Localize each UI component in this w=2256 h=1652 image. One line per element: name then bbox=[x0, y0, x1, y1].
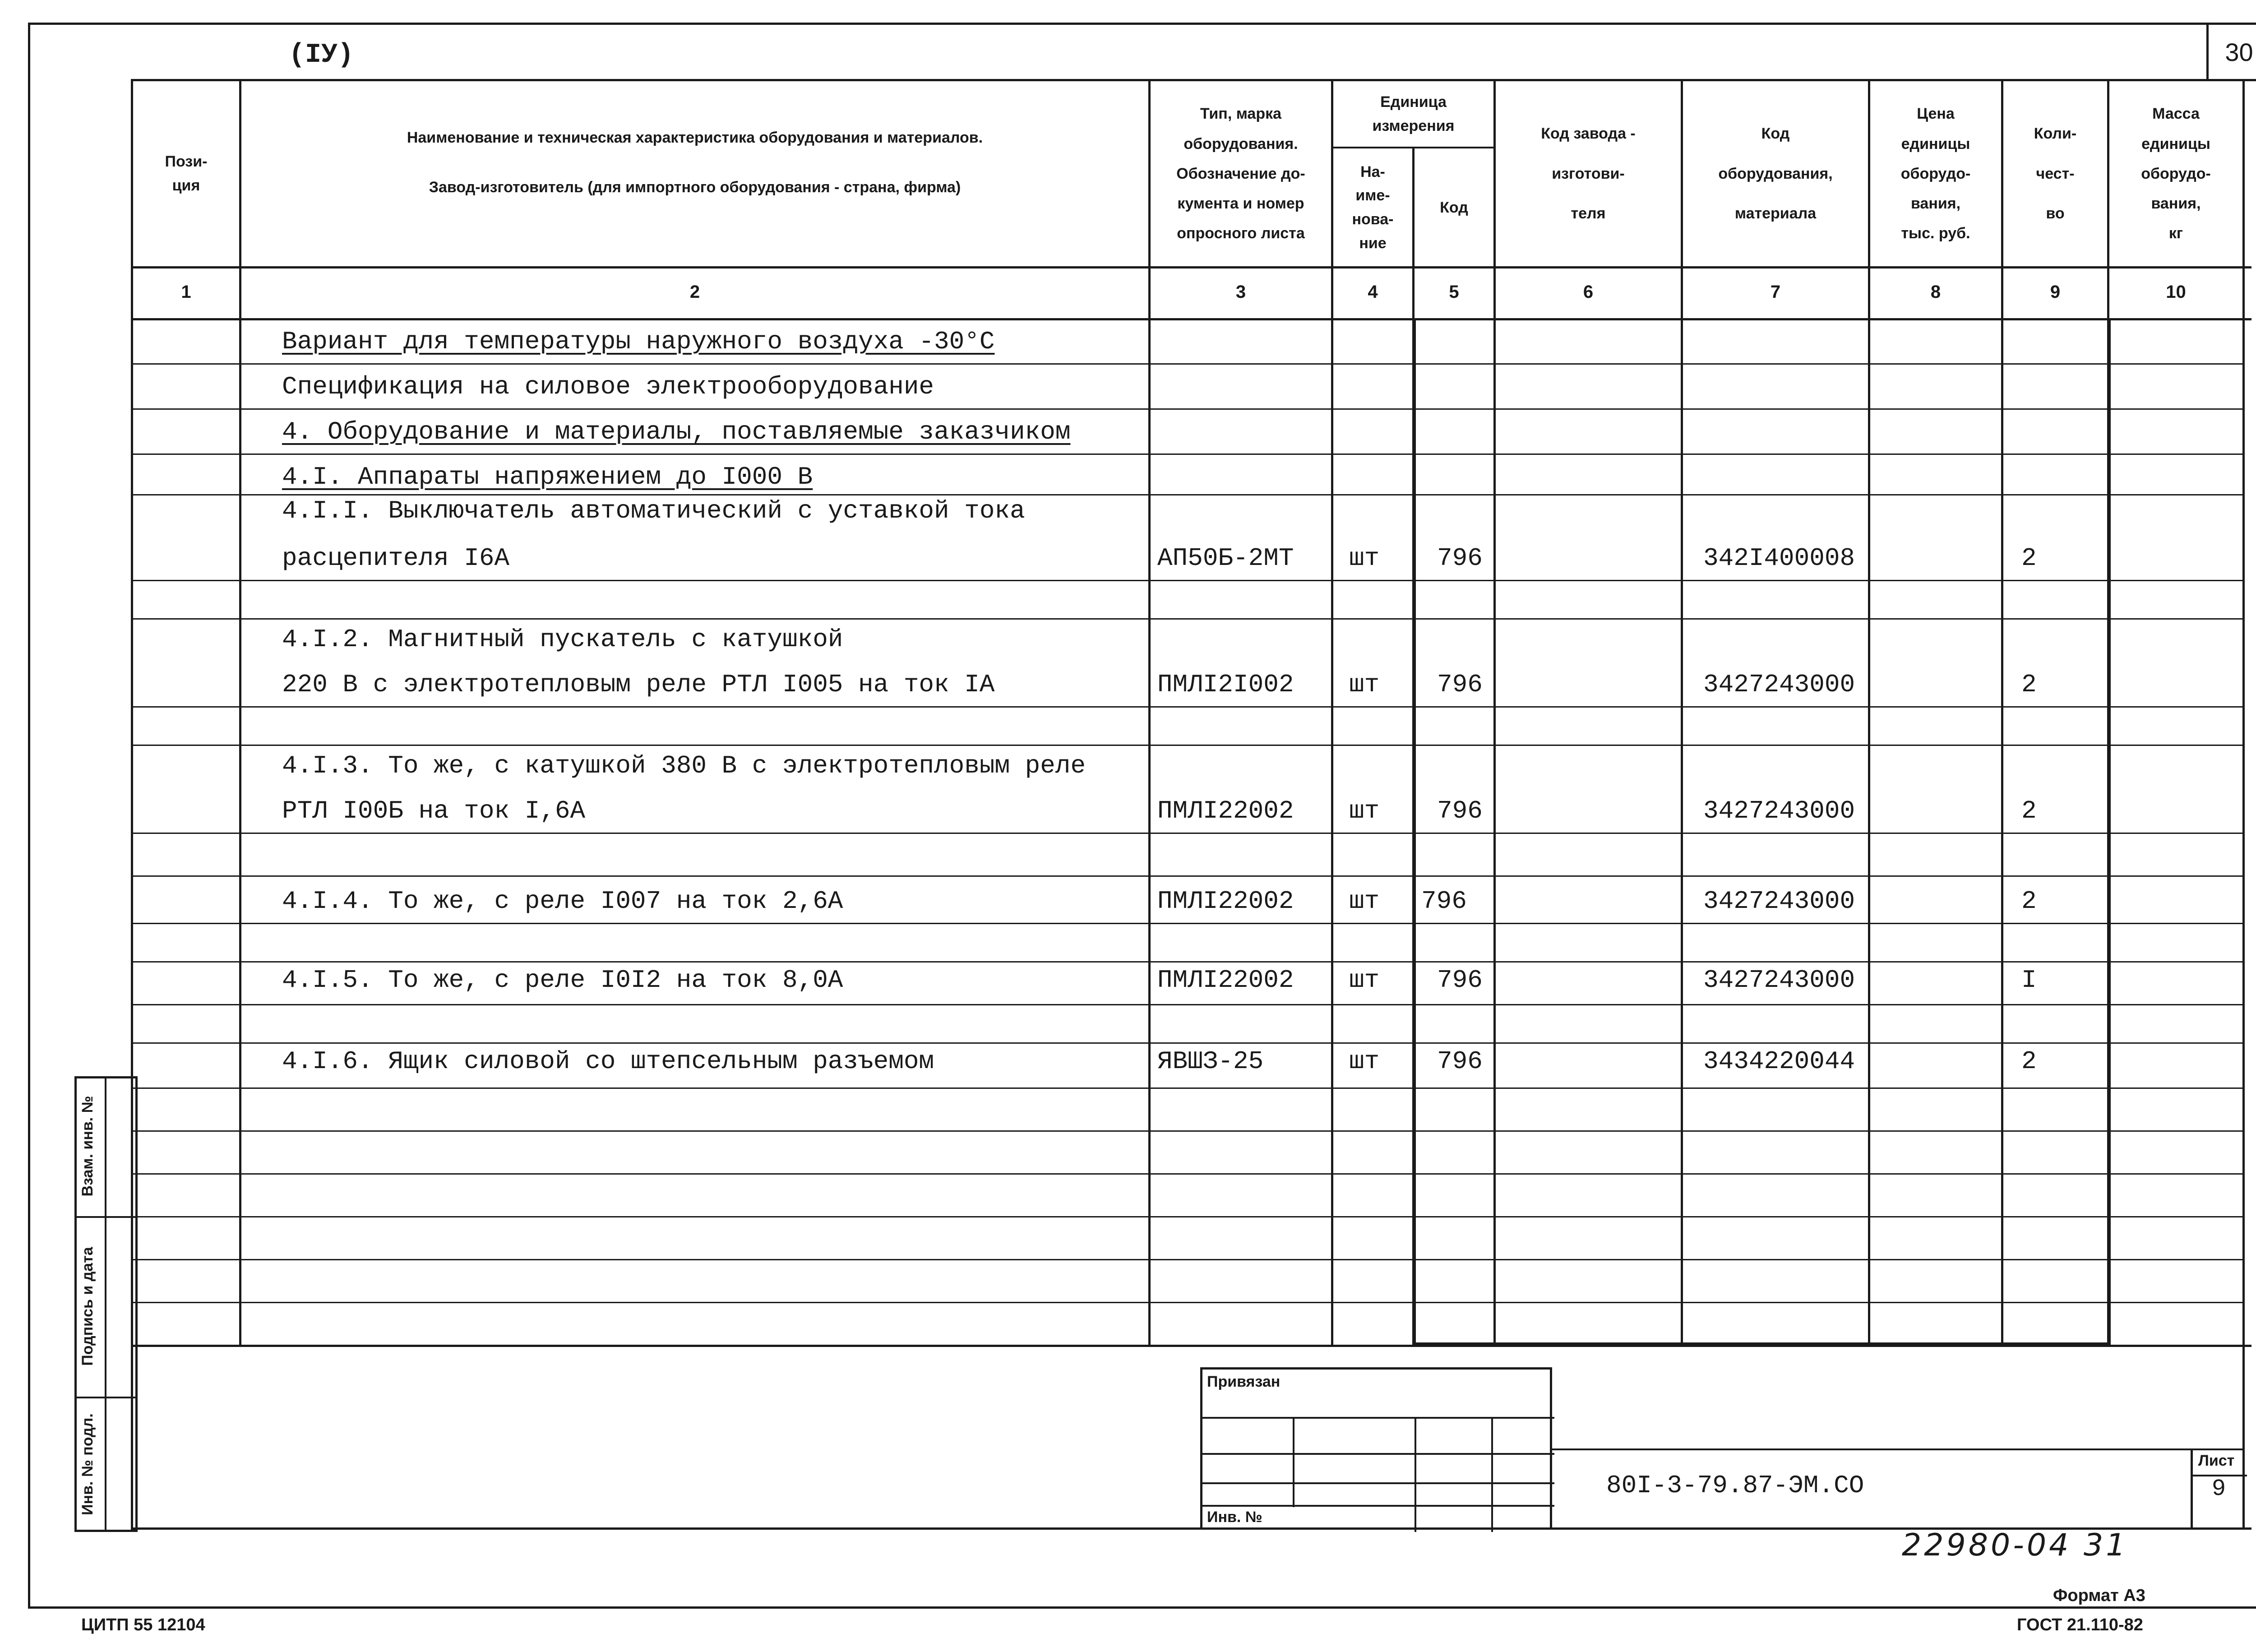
sign-date-label: Подпись и дата bbox=[79, 1247, 96, 1366]
header-position: Пози- ция bbox=[165, 153, 208, 194]
header-price: Цена единицы оборудо- вания, тыс. руб. bbox=[1900, 105, 1971, 242]
inv-podl-label: Инв. № подл. bbox=[79, 1413, 96, 1515]
table-row: 220 В с электротепловым реле РТЛ I005 на ток IА bbox=[282, 670, 995, 699]
inv-no-label: Инв. № bbox=[1207, 1509, 1262, 1526]
header-factory-code: Код завода - изготови- теля bbox=[1541, 125, 1636, 222]
cell-code: 796 bbox=[1437, 1047, 1483, 1076]
cell-quantity: 2 bbox=[2021, 887, 2037, 916]
cell-type: ПМЛI22002 bbox=[1157, 966, 1294, 995]
cell-type: ПМЛI22002 bbox=[1157, 796, 1294, 825]
table-row: Вариант для температуры наружного воздуха -30°С bbox=[282, 327, 995, 356]
cell-code: 796 bbox=[1437, 544, 1483, 573]
header-unit-name: На- име- нова- ние bbox=[1352, 163, 1394, 252]
title-block-binding bbox=[1200, 1367, 1552, 1530]
privyazan-label: Привязан bbox=[1207, 1373, 1281, 1390]
table-row: 4.I.3. То же, с катушкой 380 В с электротепловым реле bbox=[282, 751, 1086, 780]
col-number-8: 8 bbox=[1930, 282, 1941, 302]
col-number-9: 9 bbox=[2050, 282, 2061, 302]
gost-label: ГОСТ 21.110-82 bbox=[2017, 1615, 2143, 1634]
list-value: 9 bbox=[2211, 1476, 2226, 1502]
col-number-5: 5 bbox=[1449, 282, 1459, 302]
section-mark: (IУ) bbox=[289, 40, 354, 70]
col-number-6: 6 bbox=[1583, 282, 1594, 302]
table-row: 4.I.I. Выключатель автоматический с уставкой тока bbox=[282, 496, 1025, 525]
cell-type: ЯВШЗ-25 bbox=[1157, 1047, 1264, 1076]
table-row: 4.I.6. Ящик силовой со штепсельным разъемом bbox=[282, 1047, 934, 1076]
table-row: 4.I. Аппараты напряжением до I000 В bbox=[282, 463, 813, 491]
table-row: Спецификация на силовое электрооборудование bbox=[282, 372, 934, 401]
cell-code: 796 bbox=[1437, 796, 1483, 825]
document-code: 80I-3-79.87-ЭМ.СО bbox=[1606, 1471, 1864, 1500]
page-number: 30 bbox=[2206, 25, 2256, 81]
list-label: Лист bbox=[2198, 1452, 2235, 1469]
col-number-4: 4 bbox=[1368, 282, 1378, 302]
header-name-line1: Наименование и техническая характеристика оборудования и материалов. bbox=[407, 129, 983, 146]
cell-material: 3427243000 bbox=[1703, 887, 1855, 916]
col-number-7: 7 bbox=[1770, 282, 1781, 302]
cell-material: 3427243000 bbox=[1703, 796, 1855, 825]
cell-material: 3427243000 bbox=[1703, 670, 1855, 699]
cell-unit: шт bbox=[1349, 544, 1380, 573]
inv-vzam-label: Взам. инв. № bbox=[79, 1096, 96, 1197]
table-row: 4.I.5. То же, с реле I0I2 на ток 8,0А bbox=[282, 966, 843, 995]
format-label: Формат А3 bbox=[2053, 1586, 2145, 1605]
cell-type: АП50Б-2МТ bbox=[1157, 544, 1294, 573]
cell-quantity: 2 bbox=[2021, 670, 2037, 699]
cell-unit: шт bbox=[1349, 1047, 1380, 1076]
cell-type: ПМЛI22002 bbox=[1157, 887, 1294, 916]
side-stamp bbox=[74, 1076, 138, 1532]
cell-quantity: 2 bbox=[2021, 796, 2037, 825]
table-row: 4.I.2. Магнитный пускатель с катушкой bbox=[282, 625, 843, 654]
footer-left: ЦИТП 55 12104 bbox=[81, 1615, 205, 1634]
cell-material: 342I400008 bbox=[1703, 544, 1855, 573]
cell-unit: шт bbox=[1349, 966, 1380, 995]
table-row: 4. Оборудование и материалы, поставляемые заказчиком bbox=[282, 417, 1071, 446]
cell-material: 3427243000 bbox=[1703, 966, 1855, 995]
col-number-3: 3 bbox=[1235, 282, 1246, 302]
table-row: 4.I.4. То же, с реле I007 на ток 2,6А bbox=[282, 887, 843, 916]
col-number-1: 1 bbox=[181, 282, 191, 302]
table-row: РТЛ I00Б на ток I,6А bbox=[282, 796, 586, 825]
cell-type: ПМЛI2I002 bbox=[1157, 670, 1294, 699]
cell-quantity: 2 bbox=[2021, 544, 2037, 573]
header-type: Тип, марка оборудования. Обозначение до- кумента и номер опросного листа bbox=[1176, 105, 1305, 242]
cell-code: 796 bbox=[1437, 670, 1483, 699]
cell-material: 3434220044 bbox=[1703, 1047, 1855, 1076]
handwritten-number: 22980-04 31 bbox=[1902, 1527, 2128, 1563]
col-number-2: 2 bbox=[689, 282, 700, 302]
header-quantity: Коли- чест- во bbox=[2034, 125, 2077, 222]
col-number-10: 10 bbox=[2166, 282, 2186, 302]
cell-unit: шт bbox=[1349, 796, 1380, 825]
list-box bbox=[2191, 1448, 2245, 1530]
cell-code: 796 bbox=[1421, 887, 1467, 916]
cell-quantity: 2 bbox=[2021, 1047, 2037, 1076]
table-row: расцепителя I6А bbox=[282, 544, 510, 573]
cell-unit: шт bbox=[1349, 670, 1380, 699]
header-material-code: Код оборудования, материала bbox=[1718, 125, 1833, 222]
header-mass: Масса единицы оборудо- вания, кг bbox=[2141, 105, 2211, 242]
header-unit: Единица измерения bbox=[1372, 93, 1455, 134]
header-unit-code: Код bbox=[1440, 199, 1468, 216]
header-name-line2: Завод-изготовитель (для импортного оборудования - страна, фирма) bbox=[429, 178, 961, 196]
cell-quantity: I bbox=[2021, 966, 2037, 995]
cell-code: 796 bbox=[1437, 966, 1483, 995]
cell-unit: шт bbox=[1349, 887, 1380, 916]
